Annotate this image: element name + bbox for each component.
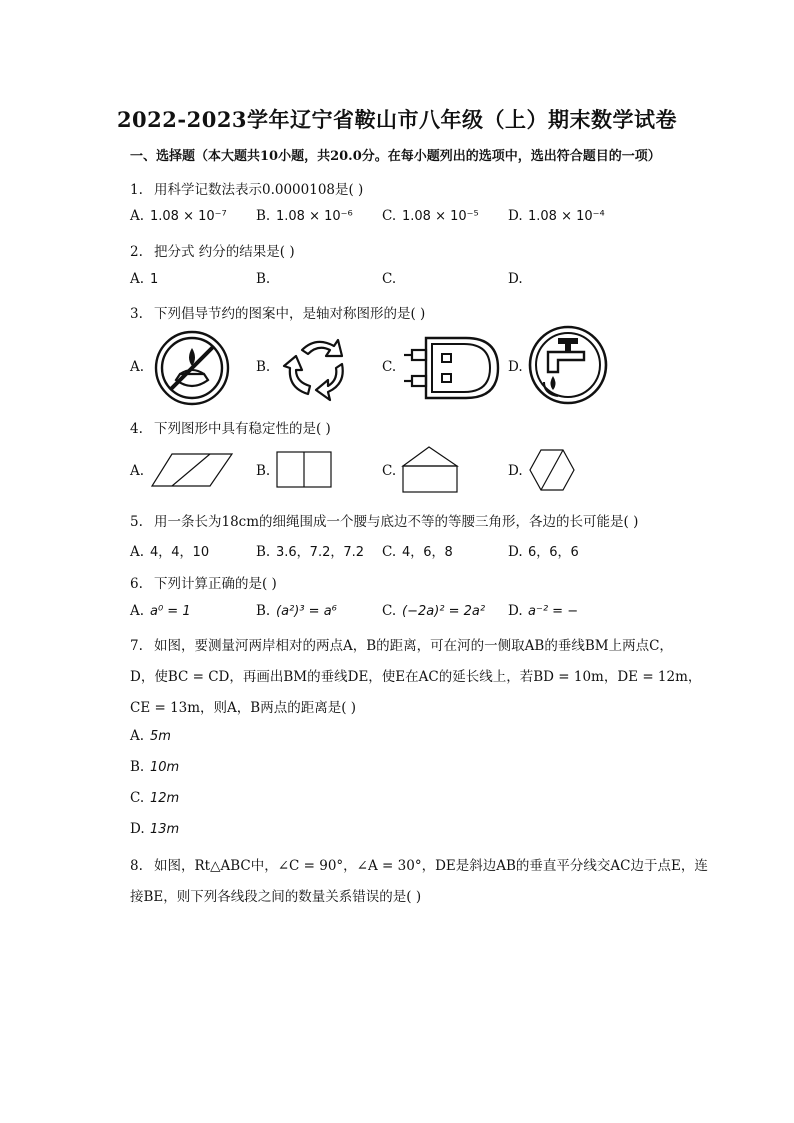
question-stem: 下列图形中具有稳定性的是( )	[154, 421, 331, 437]
question-stem: 下列倡导节约的图案中，是轴对称图形的是( )	[154, 306, 426, 322]
option-label: B.	[256, 208, 271, 224]
option-label: C.	[382, 603, 397, 619]
house-shape-icon	[402, 446, 460, 494]
question-number: 4.	[130, 421, 143, 437]
option-label: B.	[256, 271, 271, 287]
rectangle-shape-icon	[276, 451, 334, 489]
option-label: C.	[382, 271, 397, 287]
option-text: a⁻² = −	[528, 604, 579, 619]
question-number: 5.	[130, 514, 143, 530]
q4-option-a[interactable]	[130, 463, 150, 479]
option-text: 3.6，7.2，7.2	[276, 545, 365, 560]
option-label: A.	[130, 728, 145, 744]
question-stem-line: 如图，要测量河两岸相对的两点A，B的距离，可在河的一侧取AB的垂线BM上两点C，	[154, 638, 673, 654]
q4-option-c[interactable]	[382, 463, 402, 479]
question-stem: 用一条长为18cm的细绳围成一个腰与底边不等的等腰三角形，各边的长可能是( )	[154, 514, 639, 530]
option-label: D.	[130, 821, 145, 837]
option-text: 13m	[150, 822, 180, 837]
question-7	[130, 634, 673, 654]
option-text: 12m	[150, 791, 180, 806]
q2-option-d[interactable]	[508, 271, 528, 287]
option-label: D.	[508, 271, 523, 287]
question-2	[130, 240, 295, 260]
section-heading: 一、选择题（本大题共10小题，共20.0分。在每小题列出的选项中，选出符合题目的一项）	[130, 149, 661, 164]
option-label: C.	[382, 359, 397, 375]
option-label: B.	[130, 759, 145, 775]
question-number: 7.	[130, 638, 143, 654]
no-oil-lamp-icon	[152, 330, 232, 406]
question-3	[130, 302, 425, 322]
q1-option-a[interactable]	[130, 208, 227, 224]
question-5	[130, 510, 638, 530]
question-number: 1.	[130, 182, 143, 198]
q3-option-c[interactable]	[382, 359, 402, 375]
question-stem: 下列计算正确的是( )	[154, 576, 277, 592]
q3-option-b[interactable]	[256, 359, 276, 375]
option-label: D.	[508, 544, 523, 560]
question-number: 2.	[130, 244, 143, 260]
option-text: 1.08 × 10⁻⁶	[276, 209, 353, 224]
option-label: B.	[256, 359, 271, 375]
q7-option-c[interactable]	[130, 790, 179, 806]
option-text: (−2a)² = 2a²	[402, 604, 486, 619]
q6-option-b[interactable]	[256, 603, 337, 619]
q5-option-b[interactable]	[256, 541, 364, 560]
option-text: 1.08 × 10⁻⁷	[150, 209, 227, 224]
option-text: 1.08 × 10⁻⁴	[528, 209, 605, 224]
question-stem-line: D，使BC = CD，再画出BM的垂线DE，使E在AC的延长线上，若BD = 10m，DE = 12m，	[130, 669, 702, 685]
q4-option-d[interactable]	[508, 463, 528, 479]
q3-option-d[interactable]	[508, 359, 528, 375]
option-text: a⁰ = 1	[150, 604, 191, 619]
q2-option-b[interactable]	[256, 271, 276, 287]
page-title: 2022-2023学年辽宁省鞍山市八年级（上）期末数学试卷	[116, 107, 678, 132]
question-4	[130, 417, 331, 437]
option-text: 4，4，10	[150, 545, 210, 560]
option-text: (a²)³ = a⁶	[276, 604, 337, 619]
question-6	[130, 572, 277, 592]
water-tap-icon	[528, 324, 608, 406]
option-label: A.	[130, 359, 145, 375]
q7-option-b[interactable]	[130, 759, 179, 775]
option-label: D.	[508, 208, 523, 224]
option-label: D.	[508, 603, 523, 619]
question-stem: 用科学记数法表示0.0000108是( )	[154, 182, 364, 198]
question-number: 6.	[130, 576, 143, 592]
option-label: D.	[508, 359, 523, 375]
q2-option-a[interactable]	[130, 271, 158, 287]
option-label: D.	[508, 463, 523, 479]
q4-option-b[interactable]	[256, 463, 276, 479]
option-text: 1	[150, 272, 159, 287]
option-label: B.	[256, 463, 271, 479]
q6-option-a[interactable]	[130, 603, 191, 619]
question-stem: 把分式 约分的结果是( )	[154, 244, 295, 260]
option-label: B.	[256, 603, 271, 619]
question-8	[130, 854, 708, 874]
recycle-arrows-icon	[276, 330, 356, 406]
option-text: 1.08 × 10⁻⁵	[402, 209, 479, 224]
option-text: 6，6，6	[528, 545, 579, 560]
question-number: 8.	[130, 858, 143, 874]
q1-option-d[interactable]	[508, 208, 605, 224]
option-label: C.	[130, 790, 145, 806]
q1-option-b[interactable]	[256, 208, 353, 224]
q6-option-c[interactable]	[382, 603, 485, 619]
option-text: 10m	[150, 760, 180, 775]
q5-option-d[interactable]	[508, 541, 579, 560]
question-stem-line: 如图，Rt△ABC中，∠C = 90°，∠A = 30°，DE是斜边AB的垂直平分线交AC边于点E，连	[154, 858, 708, 874]
option-label: A.	[130, 603, 145, 619]
option-text: 4，6，8	[402, 545, 453, 560]
question-stem-line: 接BE，则下列各线段之间的数量关系错误的是( )	[130, 889, 422, 905]
option-label: A.	[130, 463, 145, 479]
option-label: A.	[130, 271, 145, 287]
q3-option-a[interactable]	[130, 359, 150, 375]
hexagon-shape-icon	[528, 448, 576, 492]
q1-option-c[interactable]	[382, 208, 479, 224]
question-stem-line: CE = 13m，则A，B两点的距离是( )	[130, 700, 357, 716]
q7-option-a[interactable]	[130, 728, 171, 744]
q6-option-d[interactable]	[508, 603, 578, 619]
option-label: A.	[130, 544, 145, 560]
option-label: C.	[382, 208, 397, 224]
option-label: C.	[382, 544, 397, 560]
q5-option-a[interactable]	[130, 541, 209, 560]
q7-option-d[interactable]	[130, 821, 179, 837]
power-plug-icon	[402, 330, 502, 406]
q5-option-c[interactable]	[382, 541, 453, 560]
option-label: B.	[256, 544, 271, 560]
question-1	[130, 178, 363, 198]
option-label: A.	[130, 208, 145, 224]
question-number: 3.	[130, 306, 143, 322]
q2-option-c[interactable]	[382, 271, 402, 287]
parallelogram-shape-icon	[150, 452, 234, 488]
option-text: 5m	[150, 729, 171, 744]
option-label: C.	[382, 463, 397, 479]
